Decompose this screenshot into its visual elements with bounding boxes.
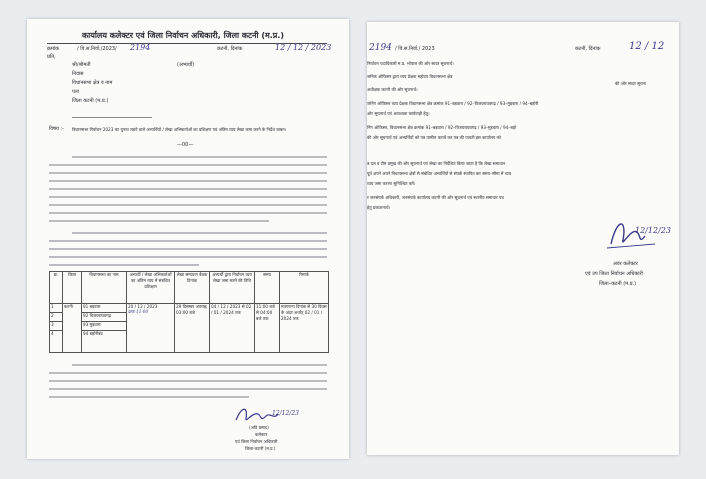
- date-handwritten: 12 / 12 / 2023: [275, 43, 332, 52]
- table-cell: 4: [50, 331, 63, 353]
- letter-number-ref: / वि.स.निर्वा./ 2023: [395, 46, 435, 52]
- letter-number-handwritten: 2194: [369, 43, 392, 53]
- table-header: समय: [255, 272, 280, 304]
- letter-number-prefix: क्रमांक: [47, 46, 59, 52]
- table-cell-training-hw: प्रातः 11-00: [128, 309, 149, 314]
- signatory-title: जिला–कटनी (म.प्र.): [599, 281, 637, 287]
- table-cell-meeting: 29 दिसम्बर अपराह्न 03:00 बजे: [175, 304, 210, 353]
- table-header: रिमार्क: [280, 272, 329, 304]
- copy-recipient: जनिक ऑफिसर द्वारा व्यय प्रेक्षक महोदय विधानसभा क्षेत्र: [367, 74, 453, 79]
- subject-text: विधानसभा निर्वाचन 2023 का चुनाव लड़ने वाले अभ्यर्थियों / लेखा अभिकर्ताओं का प्रशिक्षण एवं अंतिम व्यय लेखा जमा करने के निर्देश बाबत।: [72, 127, 287, 132]
- schedule-table: [49, 271, 329, 353]
- table-cell: 94 बहोरीबंद: [82, 331, 127, 353]
- prati-label: प्रति,: [47, 54, 56, 60]
- signature-date-handwritten: 12/12/23: [635, 226, 671, 235]
- signatory-title: एवं उप जिला निर्वाचन अधिकारी: [585, 271, 643, 277]
- divider: —00—: [177, 142, 194, 148]
- signatory-name: (अवि प्रसाद): [249, 425, 269, 430]
- place-date-prefix: कटनी, दिनांक: [217, 46, 243, 52]
- date-handwritten: 12 / 12: [629, 41, 665, 52]
- copy-recipient: हेतु प्रकाशनार्थ।: [367, 205, 391, 210]
- addressee-line: श्री/श्रीमती: [72, 62, 91, 68]
- letter-number-ref: / वि.स.निर्वा./2023/: [77, 46, 117, 52]
- letter-page-left: [27, 19, 349, 459]
- copy-recipient: की ओर सादर सूचना: [615, 81, 647, 86]
- copy-recipient: पूर्व अपने अपने विधानसभा क्षेत्रों से संबंधित अभ्यर्थियों से संपर्क स्थापित कर समय–सीमा में व्यय: [367, 171, 512, 176]
- table-header: अभ्यर्थी / लेखा अभिकर्ताओं का अंतिम व्यय में संबंधित प्रशिक्षण: [127, 272, 175, 304]
- addressee-line: विधानसभा क्षेत्र व नाम: [72, 80, 113, 86]
- table-cell: 91 बड़वारा: [82, 304, 127, 313]
- place-date-prefix: कटनी, दिनांक: [575, 46, 601, 52]
- table-cell-training: 20 / 12 / 2023: [128, 304, 158, 309]
- copy-recipient: जनिंग ऑफिसर व्यय प्रेक्षक विधानसभा क्षेत्र क्रमांक 91–बड़वारा / 92–विजयराघवगढ़ / 93–मुड़वारा / 94–बहोरी: [367, 101, 539, 106]
- table-header: लेखा समाधान बैठक दिनांक: [175, 272, 210, 304]
- copy-recipient: निर्वाचन पदाधिकारी म.प्र. भोपाल की ओर सादर सूचनार्थ।: [367, 61, 454, 66]
- table-cell-remark: मतगणना दिनांक से 30 दिवस के अंदर अर्थात् 02 / 01 / 2024 तक: [280, 304, 329, 353]
- table-header: जिला: [63, 272, 82, 304]
- letter-number-handwritten: 2194: [130, 43, 151, 52]
- table-cell-district: कटनी: [63, 304, 82, 353]
- table-cell: 93 मुड़वारा: [82, 322, 127, 331]
- subject-label: विषय :-: [49, 126, 64, 132]
- signatory-title: एवं जिला निर्वाचन अधिकारी: [235, 439, 278, 444]
- table-row: [50, 304, 329, 313]
- addressee-tag: (अभ्यर्थी): [177, 62, 195, 68]
- addressee-line: पता: [72, 89, 79, 95]
- table-cell: 1: [50, 304, 63, 313]
- signatory-title: कलेक्टर: [255, 432, 268, 437]
- letter-header-title: कार्यालय कलेक्टर एवं जिला निर्वाचन अधिकारी, जिला कटनी (म.प्र.): [82, 31, 285, 40]
- copy-recipient: निंग ऑफिसर, विधानसभा क्षेत्र क्रमांक 91–बड़वारा / 92–विजयराघवगढ़ / 93–मुड़वारा / 94–बहो: [367, 125, 517, 130]
- signatory-title: जिला-कटनी (म.प्र.): [245, 446, 276, 451]
- table-cell: 2: [50, 313, 63, 322]
- table-header: अभ्यर्थी द्वारा निर्वाचन व्यय लेखा जमा करने की तिथि: [210, 272, 255, 304]
- copy-recipient: की ओर सूचनार्थ एवं अभ्यर्थियों को पत्र तामील करावें कर पत्र की पावती इस कार्यालय को: [367, 135, 501, 140]
- signatory-title: अवर कलेक्टर: [613, 261, 638, 267]
- addressee-line: जिला कटनी (म.प्र.): [72, 98, 109, 104]
- table-cell: 3: [50, 322, 63, 331]
- copy-recipient: ओर सूचनार्थ एवं आवश्यक कार्यवाही हेतु।: [367, 111, 430, 116]
- addressee-line: निवास: [72, 71, 84, 77]
- table-cell-submit: 04 / 12 / 2023 से 02 / 01 / 2024 तक: [210, 304, 255, 353]
- letter-page-right: [367, 22, 679, 455]
- signature-date-handwritten: 12/12/23: [272, 410, 299, 417]
- table-header: विधानसभा का नाम: [82, 272, 127, 304]
- copy-recipient: र जनसंपर्क अधिकारी, जनसंपर्क कार्यालय कटनी की ओर सूचनार्थ एवं स्थानीय समाचार पत्र: [367, 195, 504, 200]
- table-cell: 92 विजयराघवगढ़: [82, 313, 127, 322]
- table-header: क्र.: [50, 272, 63, 304]
- copy-recipient: त्र दल व टीम प्रमुख की ओर सूचनार्थ एवं लेखा का निर्देशित किया जाता है कि लेखा समाधान: [367, 161, 506, 166]
- table-cell-time: 11:00 बजे से 04:00 बजे तक: [255, 304, 280, 353]
- copy-recipient: व्यय जमा कराना सुनिश्चित करें।: [367, 181, 416, 186]
- copy-recipient: अधीक्षक कटनी की ओर सूचनार्थ।: [367, 87, 418, 92]
